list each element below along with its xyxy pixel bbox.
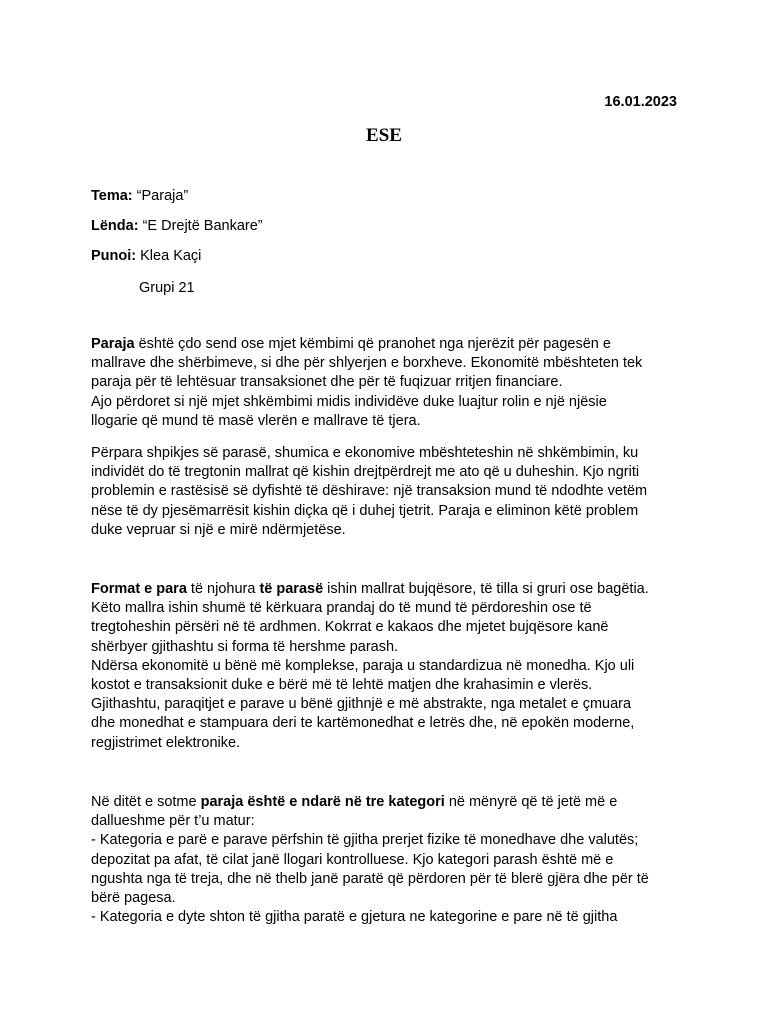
paragraph-line: paraja për të lehtësuar transaksionet dhe për të fuqizuar rritjen financiare.	[91, 374, 563, 391]
document-date: 16.01.2023	[604, 94, 677, 110]
text-span: është çdo send ose mjet këmbimi që pranohet nga njerëzit për pagesën e	[134, 336, 611, 352]
paragraph-line: duke vepruar si një e mirë ndërmjetëse.	[91, 521, 346, 538]
paragraph-line	[91, 580, 681, 599]
paragraph-line: llogarie që mund të masë vlerën e mallrave të tjera.	[91, 412, 421, 429]
paragraph-line: dallueshme për t’u matur:	[91, 813, 255, 830]
text-span: Në ditët e sotme	[91, 794, 201, 810]
text-span: të njohura	[186, 581, 260, 597]
tema-value: “Paraja”	[136, 188, 189, 204]
meta-lenda	[91, 217, 263, 235]
lenda-value: “E Drejtë Bankare”	[142, 218, 263, 234]
lenda-label: Lënda:	[91, 218, 139, 234]
paragraph-line: Këto mallra ishin shumë të kërkuara prandaj do të mund të përdoreshin ose të	[91, 600, 592, 617]
paragraph-line: regjistrimet elektronike.	[91, 734, 241, 751]
paragraph-early-forms	[91, 580, 681, 753]
tema-label: Tema:	[91, 188, 133, 204]
paragraph-line: problemin e rastësisë së dyfishtë të dëshirave: një transaksion mund të ndodhte vetëm	[91, 483, 648, 500]
paragraph-line: depozitat pa afat, të cilat janë llogari kontrolluese. Kjo kategori parash është më e	[91, 851, 614, 868]
paragraph-definition	[91, 335, 681, 431]
bold-term: Paraja	[91, 336, 135, 352]
paragraph-line: - Kategoria e parë e parave përfshin të gjitha prerjet fizike të monedhave dhe valutës;	[91, 832, 639, 849]
paragraph-line: dhe monedhat e stampuara deri te kartëmonedhat e letrës dhe, në epokën moderne,	[91, 715, 635, 732]
paragraph-barter	[91, 444, 681, 540]
paragraph-line	[91, 335, 681, 354]
paragraph-line: nëse të dy pjesëmarrësit kishin diçka që i duhej tjetrit. Paraja e eliminon këtë problem	[91, 502, 639, 519]
document-title: ESE	[366, 125, 402, 146]
bold-term: paraja është e ndarë në tre kategori	[200, 794, 445, 810]
paragraph-line: bërë pagesa.	[91, 890, 176, 907]
text-span: në mënyrë që të jetë më e	[444, 794, 618, 810]
paragraph-line: ngushta nga të treja, dhe në thelb janë paratë që përdoren për të blerë gjëra dhe për të	[91, 870, 649, 887]
paragraph-line	[91, 793, 681, 812]
meta-grupi: Grupi 21	[139, 280, 195, 296]
bold-term: të parasë	[259, 581, 324, 597]
paragraph-line: Gjithashtu, paraqitjet e parave u bënë gjithnjë e më abstrakte, nga metalet e çmuara	[91, 696, 632, 713]
paragraph-line: Ajo përdoret si një mjet shkëmbimi midis individëve duke luajtur rolin e një njësie	[91, 393, 607, 410]
meta-tema	[91, 187, 188, 205]
paragraph-categories	[91, 793, 681, 927]
meta-punoi	[91, 247, 201, 265]
punoi-label: Punoi:	[91, 248, 137, 264]
paragraph-line: Përpara shpikjes së parasë, shumica e ekonomive mbështeteshin në shkëmbimin, ku	[91, 445, 639, 461]
punoi-value: Klea Kaçi	[140, 248, 202, 264]
paragraph-line: individët do të tregtonin mallrat që kishin drejtpërdrejt me ato që u duheshin. Kjo ngriti	[91, 464, 640, 481]
paragraph-line: tregtoheshin përsëri në të ardhmen. Kokrrat e kakaos dhe mjetet bujqësore kanë	[91, 619, 609, 636]
paragraph-line: mallrave dhe shërbimeve, si dhe për shlyerjen e borxheve. Ekonomitë mbështeten tek	[91, 355, 643, 372]
text-span: ishin mallrat bujqësore, të tilla si gruri ose bagëtia.	[323, 581, 649, 597]
paragraph-line: Ndërsa ekonomitë u bënë më komplekse, paraja u standardizua në monedha. Kjo uli	[91, 657, 635, 674]
paragraph-line: kostot e transaksionit duke e bërë më të lehtë matjen dhe krahasimin e vlerës.	[91, 677, 593, 694]
paragraph-line: shërbyer gjithashtu si forma të hershme parash.	[91, 638, 399, 655]
paragraph-line: - Kategoria e dyte shton të gjitha paratë e gjetura ne kategorine e pare në të gjitha	[91, 909, 618, 926]
bold-term: Format e para	[91, 581, 187, 597]
